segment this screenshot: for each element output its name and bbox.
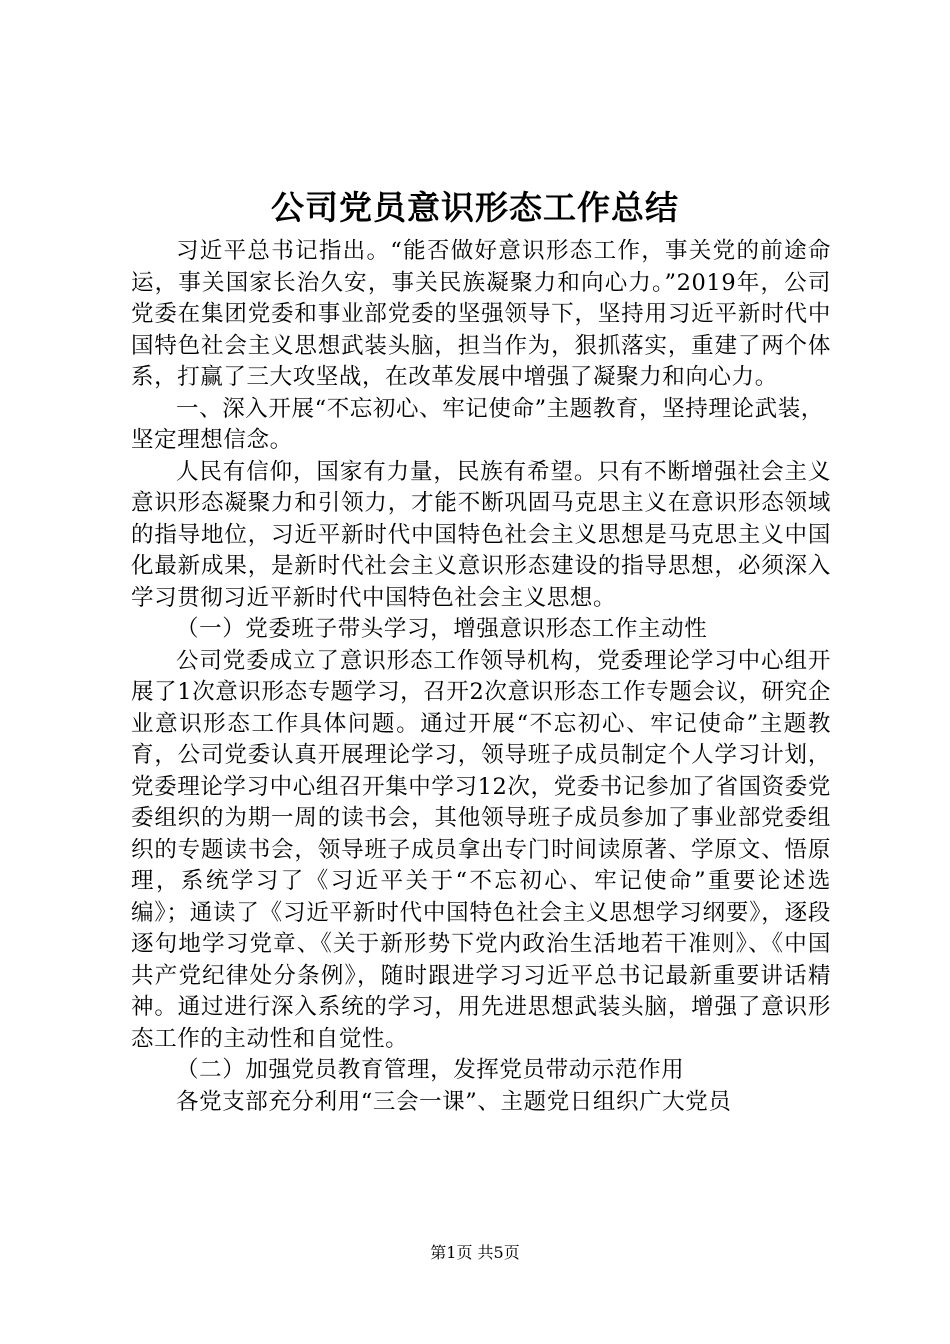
document-title: 公司党员意识形态工作总结: [271, 188, 679, 227]
section-1-paragraph: 人民有信仰，国家有力量，民族有希望。只有不断增强社会主义意识形态凝聚力和引领力，才能不断巩固马克思主义在意识形态领域的指导地位，习近平新时代中国特色社会主义思想是马克思主义中国化最新成果，是新时代社会主义意识形态建设的指导思想，必须深入学习贯彻习近平新时代中国特色社会主义思想。: [131, 458, 831, 611]
subsection-2-paragraph: 各党支部充分利用“三会一课”、主题党日组织广大党员: [176, 1088, 732, 1115]
subsection-1-paragraph: 公司党委成立了意识形态工作领导机构，党委理论学习中心组开展了1次意识形态专题学习，召开2次意识形态工作专题会议，研究企业意识形态工作具体问题。通过开展“不忘初心、牢记使命”主题教育，公司党委认真开展理论学习，领导班子成员制定个人学习计划，党委理论学习中心组召开集中学习12次，党委书记参加了省国资委党委组织的为期一周的读书会，其他领导班子成员参加了事业部党委组织的专题读书会，领导班子成员拿出专门时间读原著、学原文、悟原理，系统学习了《习近平关于“不忘初心、牢记使命”重要论述选编》；通读了《习近平新时代中国特色社会主义思想学习纲要》，逐段逐句地学习党章、《关于新形势下党内政治生活地若干准则》、《中国共产党纪律处分条例》，随时跟进学习习近平总书记最新重要讲话精神。通过进行深入系统的学习，用先进思想武装头脑，增强了意识形态工作的主动性和自觉性。: [131, 647, 831, 1052]
document-body: [131, 236, 831, 1118]
subsection-heading-2: （二）加强党员教育管理，发挥党员带动示范作用: [176, 1057, 685, 1083]
intro-paragraph: 习近平总书记指出。“能否做好意识形态工作，事关党的前途命运，事关国家长治久安，事关民族凝聚力和向心力。”2019年，公司党委在集团党委和事业部党委的坚强领导下，坚持用习近平新时代中国特色社会主义思想武装头脑，担当作为，狠抓落实，重建了两个体系，打赢了三大攻坚战，在改革发展中增强了凝聚力和向心力。: [131, 238, 831, 390]
subsection-heading-1: （一）党委班子带头学习，增强意识形态工作主动性: [176, 616, 708, 642]
page-number-footer: 第1页 共5页: [430, 1243, 520, 1262]
section-heading-1: 一、深入开展“不忘初心、牢记使命”主题教育，坚持理论武装，坚定理想信念。: [131, 395, 824, 453]
